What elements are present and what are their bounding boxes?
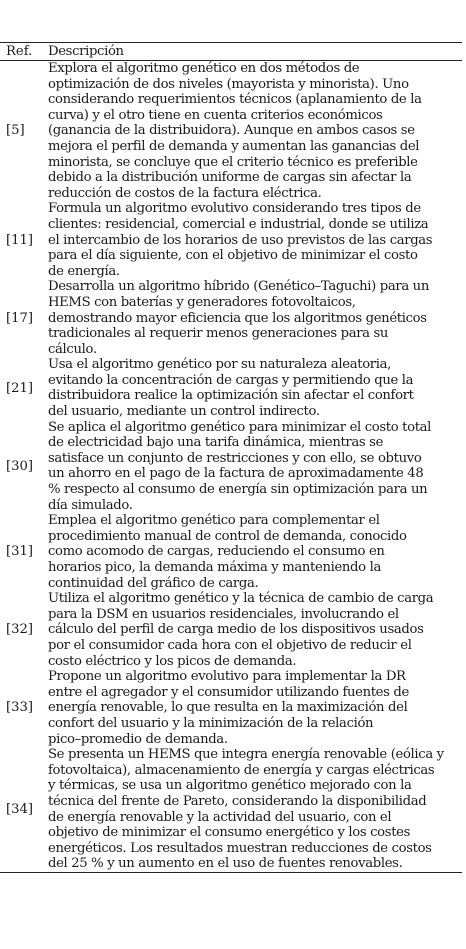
description-line: clientes: residencial, comercial e industrial, donde se utiliza <box>48 216 429 232</box>
description-line: para la DSM en usuarios residenciales, involucrando el <box>48 606 399 622</box>
description-line: cálculo del perfil de carga medio de los dispositivos usados <box>48 622 424 638</box>
description-line: reducción de costos de la factura eléctrica. <box>48 185 322 201</box>
row-ref: [31] <box>6 544 34 560</box>
row-ref: [21] <box>6 380 34 396</box>
description-line: y térmicas, se usa un algoritmo genético mejorado con la <box>48 778 412 794</box>
description-line: pico–promedio de demanda. <box>48 731 228 747</box>
description-line: energéticos. Los resultados muestran reducciones de costos <box>48 840 432 856</box>
description-line: debido a la distribución uniforme de cargas sin afectar la <box>48 170 412 186</box>
table-body <box>0 61 462 872</box>
description-line: por el consumidor cada hora con el objetivo de reducir el <box>48 637 412 653</box>
row-description <box>48 747 462 872</box>
row-description <box>48 420 462 514</box>
description-line: confort del usuario y la minimización de la relación <box>48 715 374 731</box>
description-line: demostrando mayor eficiencia que los algoritmos genéticos <box>48 310 427 326</box>
description-line: Utiliza el algoritmo genético y la técnica de cambio de carga <box>48 591 434 607</box>
description-line: Formula un algoritmo evolutivo considerando tres tipos de <box>48 201 421 217</box>
row-description <box>48 279 462 357</box>
row-ref: [5] <box>6 123 25 139</box>
description-line: energía renovable, lo que resulta en la maximización del <box>48 700 408 716</box>
table-row <box>0 591 462 669</box>
table-row <box>0 61 462 201</box>
description-line: fotovoltaica), almacenamiento de energía y cargas eléctricas <box>48 762 435 778</box>
row-description <box>48 513 462 591</box>
row-description <box>48 357 462 419</box>
description-line: procedimiento manual de control de demanda, conocido <box>48 528 407 544</box>
description-line: optimización de dos niveles (mayorista y minorista). Uno <box>48 76 409 92</box>
description-line: (ganancia de la distribuidora). Aunque en ambos casos se <box>48 123 415 139</box>
description-line: Emplea el algoritmo genético para complementar el <box>48 513 380 529</box>
description-line: mejora el perfil de demanda y aumentan las ganancias del <box>48 138 420 154</box>
row-ref: [17] <box>6 310 34 326</box>
description-line: distribuidora realice la optimización sin afectar el confort <box>48 388 414 404</box>
description-line: de energía renovable y la actividad del usuario, con el <box>48 809 392 825</box>
description-line: Usa el algoritmo genético por su naturaleza aleatoria, <box>48 357 391 373</box>
table-row <box>0 747 462 872</box>
description-line: como acomodo de cargas, reduciendo el consumo en <box>48 544 385 560</box>
description-line: Propone un algoritmo evolutivo para implementar la DR <box>48 669 406 685</box>
row-ref: [34] <box>6 801 34 817</box>
description-line: evitando la concentración de cargas y permitiendo que la <box>48 372 414 388</box>
description-line: de energía. <box>48 263 120 279</box>
table-row <box>0 357 462 419</box>
header-ref: Ref. <box>6 44 33 59</box>
description-line: del usuario, mediante un control indirecto. <box>48 404 320 420</box>
description-line: técnica del frente de Pareto, considerando la disponibilidad <box>48 793 427 809</box>
table-row <box>0 513 462 591</box>
description-line: considerando requerimientos técnicos (aplanamiento de la <box>48 92 422 108</box>
description-line: un ahorro en el pago de la factura de aproximadamente 48 <box>48 466 424 482</box>
description-line: continuidad del gráfico de carga. <box>48 575 259 591</box>
row-ref: [11] <box>6 232 34 248</box>
description-line: Se aplica el algoritmo genético para minimizar el costo total <box>48 419 432 435</box>
description-line: del 25 % y un aumento en el uso de fuentes renovables. <box>48 856 403 872</box>
description-line: el intercambio de los horarios de uso previstos de las cargas <box>48 232 433 248</box>
description-line: cálculo. <box>48 341 97 357</box>
description-line: costo eléctrico y los picos de demanda. <box>48 653 297 669</box>
description-line: día simulado. <box>48 497 133 513</box>
references-table <box>0 42 462 873</box>
row-description <box>48 669 462 747</box>
description-line: curva) y el otro tiene en cuenta criterios económicos <box>48 107 383 123</box>
row-ref: [32] <box>6 622 34 638</box>
description-line: % respecto al consumo de energía sin optimización para un <box>48 482 428 498</box>
description-line: satisface un conjunto de restricciones y con ello, se obtuvo <box>48 450 422 466</box>
row-ref: [30] <box>6 458 34 474</box>
description-line: objetivo de minimizar el consumo energético y los costes <box>48 825 411 841</box>
row-description <box>48 201 462 279</box>
table-row <box>0 420 462 514</box>
row-description <box>48 61 462 201</box>
table-row <box>0 669 462 747</box>
description-line: Explora el algoritmo genético en dos métodos de <box>48 61 360 76</box>
row-description <box>48 591 462 669</box>
description-line: tradicionales al requerir menos generaciones para su <box>48 326 389 342</box>
description-line: HEMS con baterías y generadores fotovoltaicos, <box>48 294 356 310</box>
description-line: Desarrolla un algoritmo híbrido (Genético–Taguchi) para un <box>48 279 429 295</box>
description-line: horarios pico, la demanda máxima y manteniendo la <box>48 560 381 575</box>
row-ref: [33] <box>6 700 34 716</box>
bottom-rule <box>0 872 462 873</box>
table-row <box>0 279 462 357</box>
table-row <box>0 201 462 279</box>
description-line: de electricidad bajo una tarifa dinámica, mientras se <box>48 435 384 451</box>
header-description: Descripción <box>48 43 124 59</box>
table-header <box>0 43 462 60</box>
description-line: entre el agregador y el consumidor utilizando fuentes de <box>48 684 409 700</box>
description-line: para el día siguiente, con el objetivo de minimizar el costo <box>48 248 418 264</box>
description-line: minorista, se concluye que el criterio técnico es preferible <box>48 154 418 170</box>
description-line: Se presenta un HEMS que integra energía renovable (eólica y <box>48 747 444 763</box>
